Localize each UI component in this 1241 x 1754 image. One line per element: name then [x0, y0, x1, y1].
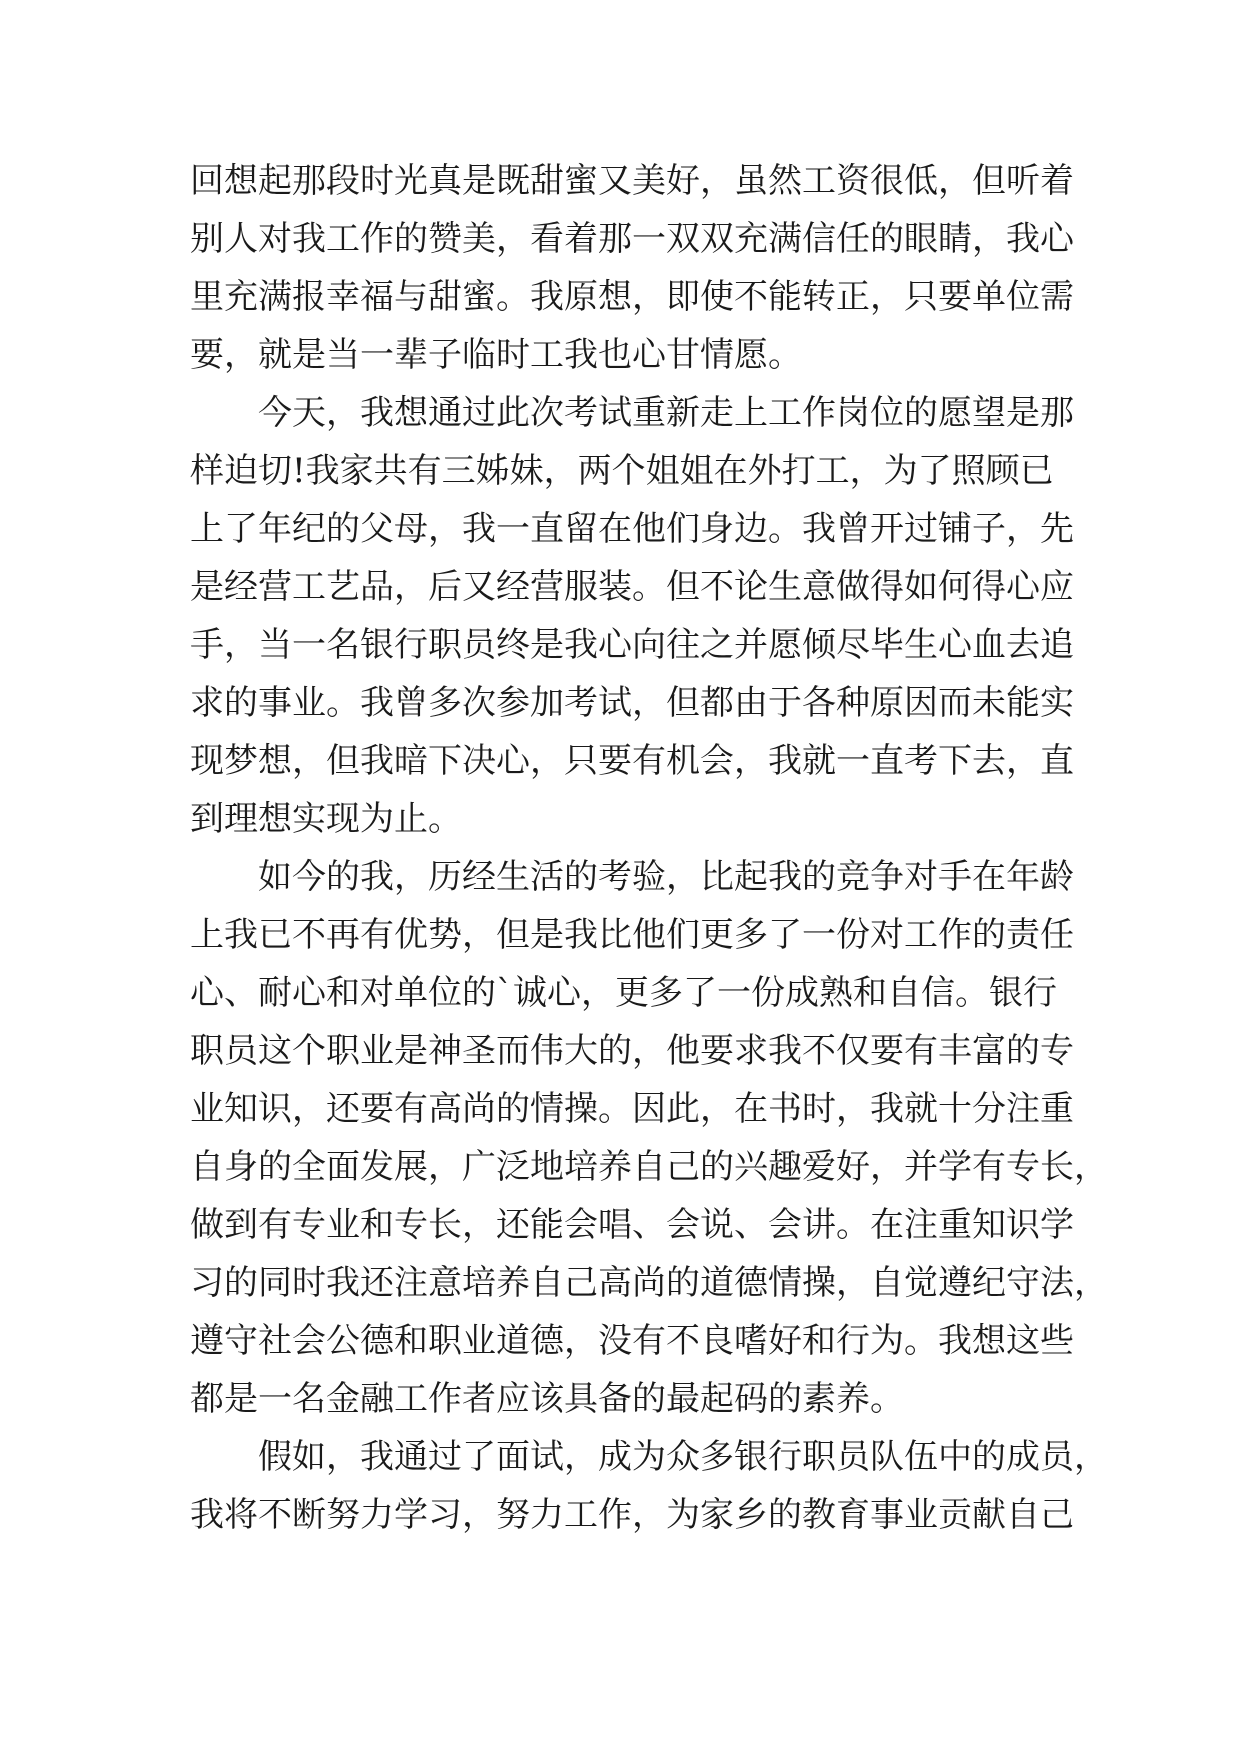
text-line: 样迫切!我家共有三姊妹，两个姐姐在外打工，为了照顾已 — [190, 451, 1054, 491]
text-line: 都是一名金融工作者应该具备的最起码的素养。 — [190, 1379, 904, 1419]
text-line: 心、耐心和对单位的`诚心，更多了一份成熟和自信。银行 — [190, 973, 1057, 1013]
text-line: 做到有专业和专长，还能会唱、会说、会讲。在注重知识学 — [190, 1205, 1074, 1245]
text-line: 自身的全面发展，广泛地培养自己的兴趣爱好，并学有专长， — [190, 1147, 1108, 1187]
text-line: 上我已不再有优势，但是我比他们更多了一份对工作的责任 — [190, 915, 1074, 955]
text-line: 回想起那段时光真是既甜蜜又美好，虽然工资很低，但听着 — [190, 161, 1074, 201]
text-line: 如今的我，历经生活的考验，比起我的竞争对手在年龄 — [258, 857, 1074, 897]
text-line: 假如，我通过了面试，成为众多银行职员队伍中的成员， — [258, 1437, 1108, 1477]
text-line: 上了年纪的父母，我一直留在他们身边。我曾开过铺子，先 — [190, 509, 1074, 549]
text-line: 今天，我想通过此次考试重新走上工作岗位的愿望是那 — [258, 393, 1074, 433]
text-line: 业知识，还要有高尚的情操。因此，在书时，我就十分注重 — [190, 1089, 1074, 1129]
text-line: 里充满报幸福与甜蜜。我原想，即使不能转正，只要单位需 — [190, 277, 1074, 317]
text-line: 手，当一名银行职员终是我心向往之并愿倾尽毕生心血去追 — [190, 625, 1074, 665]
text-line: 别人对我工作的赞美，看着那一双双充满信任的眼睛，我心 — [190, 219, 1074, 259]
text-line: 到理想实现为止。 — [190, 799, 462, 839]
text-line: 求的事业。我曾多次参加考试，但都由于各种原因而未能实 — [190, 683, 1074, 723]
text-line: 我将不断努力学习，努力工作，为家乡的教育事业贡献自己 — [190, 1495, 1074, 1535]
text-line: 是经营工艺品，后又经营服装。但不论生意做得如何得心应 — [190, 567, 1074, 607]
text-line: 职员这个职业是神圣而伟大的，他要求我不仅要有丰富的专 — [190, 1031, 1074, 1071]
body-text — [190, 152, 1108, 1544]
text-line: 现梦想，但我暗下决心，只要有机会，我就一直考下去，直 — [190, 741, 1074, 781]
text-line: 习的同时我还注意培养自己高尚的道德情操，自觉遵纪守法， — [190, 1263, 1108, 1303]
text-line: 遵守社会公德和职业道德，没有不良嗜好和行为。我想这些 — [190, 1321, 1074, 1361]
text-line: 要，就是当一辈子临时工我也心甘情愿。 — [190, 335, 802, 375]
